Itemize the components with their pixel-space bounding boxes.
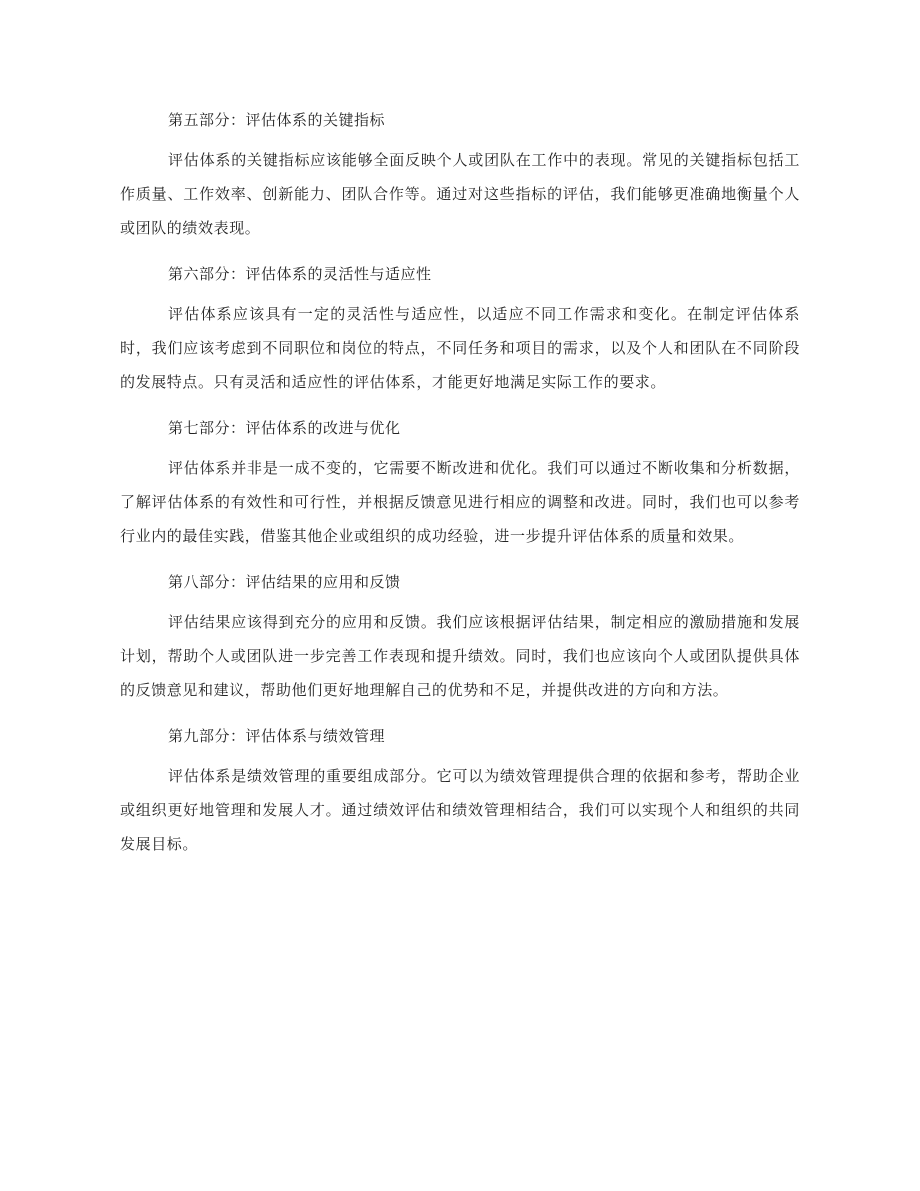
section-8 [120,565,800,707]
section-heading: 第五部分：评估体系的关键指标 [168,111,386,129]
section-paragraph: 评估体系的关键指标应该能够全面反映个人或团队在工作中的表现。常见的关键指标包括工作质量、工作效率、创新能力、团队合作等。通过对这些指标的评估，我们能够更准确地衡量个人或团队的绩效表现。 [120,151,800,237]
section-9 [120,719,800,861]
section-7 [120,411,800,553]
section-heading: 第七部分：评估体系的改进与优化 [168,419,401,437]
section-paragraph: 评估体系并非是一成不变的，它需要不断改进和优化。我们可以通过不断收集和分析数据，了解评估体系的有效性和可行性，并根据反馈意见进行相应的调整和改进。同时，我们也可以参考行业内的最佳实践，借鉴其他企业或组织的成功经验，进一步提升评估体系的质量和效果。 [120,459,800,545]
section-paragraph: 评估体系是绩效管理的重要组成部分。它可以为绩效管理提供合理的依据和参考，帮助企业或组织更好地管理和发展人才。通过绩效评估和绩效管理相结合，我们可以实现个人和组织的共同发展目标。 [120,767,800,853]
section-paragraph: 评估结果应该得到充分的应用和反馈。我们应该根据评估结果，制定相应的激励措施和发展计划，帮助个人或团队进一步完善工作表现和提升绩效。同时，我们也应该向个人或团队提供具体的反馈意见和建议，帮助他们更好地理解自己的优势和不足，并提供改进的方向和方法。 [120,613,800,699]
section-heading: 第八部分：评估结果的应用和反馈 [168,573,401,591]
section-heading: 第九部分：评估体系与绩效管理 [168,727,386,745]
section-paragraph: 评估体系应该具有一定的灵活性与适应性，以适应不同工作需求和变化。在制定评估体系时，我们应该考虑到不同职位和岗位的特点，不同任务和项目的需求，以及个人和团队在不同阶段的发展特点。只有灵活和适应性的评估体系，才能更好地满足实际工作的要求。 [120,305,800,391]
section-5 [120,103,800,245]
section-6 [120,257,800,399]
section-heading: 第六部分：评估体系的灵活性与适应性 [168,265,432,283]
